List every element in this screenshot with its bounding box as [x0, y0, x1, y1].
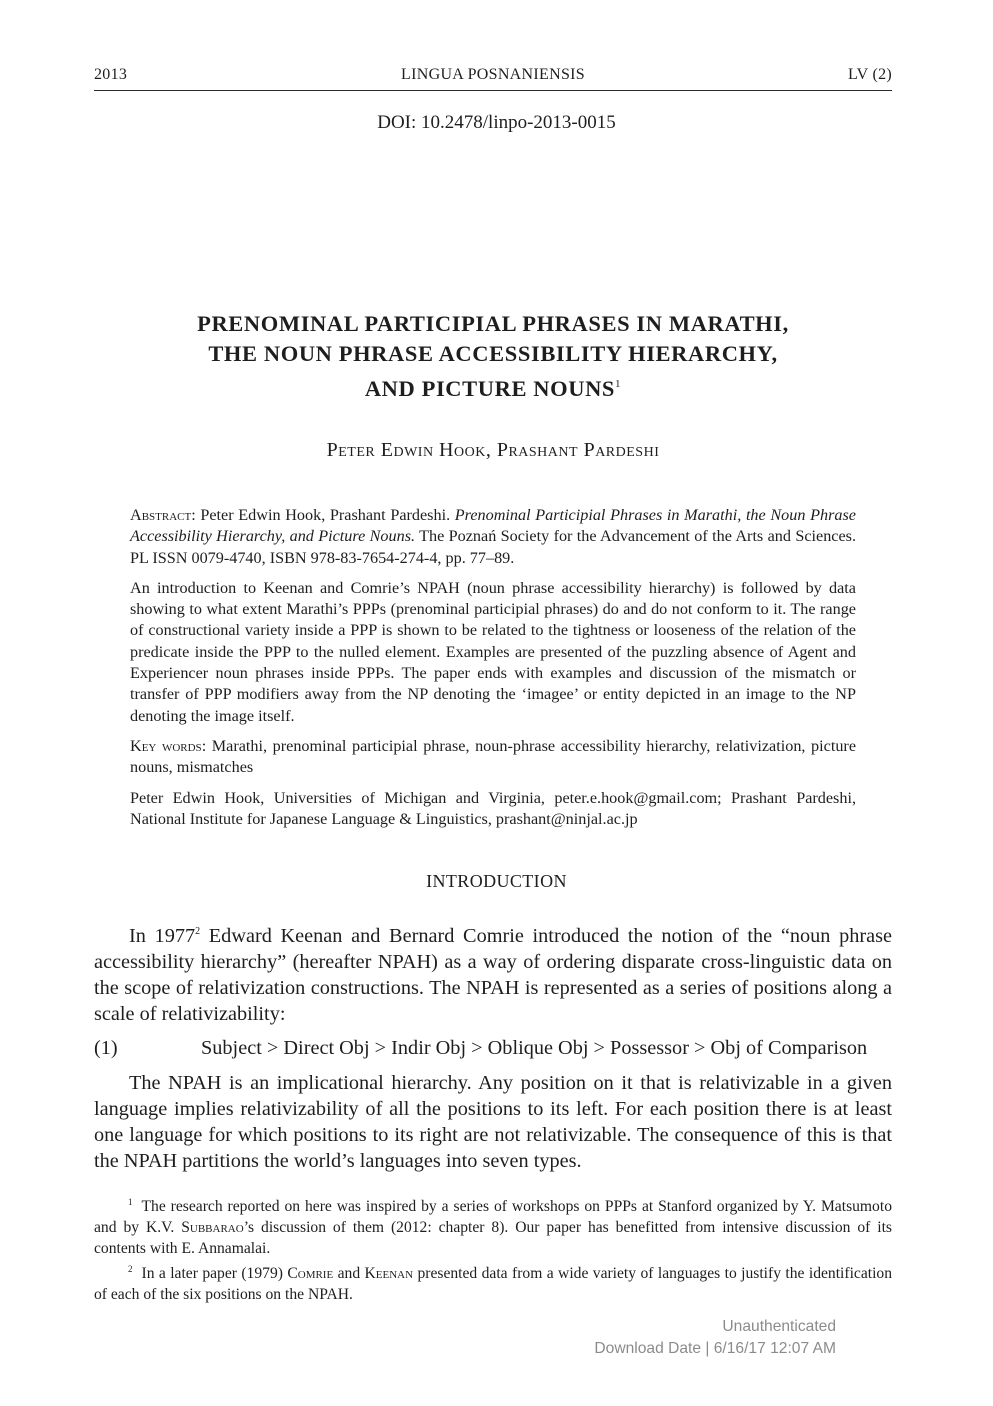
abstract-citation	[130, 505, 856, 569]
doi[interactable]: DOI: 10.2478/linpo-2013-0015	[377, 112, 616, 133]
keywords	[130, 736, 856, 779]
paper-title	[94, 309, 892, 404]
fn1-author: Subbarao	[181, 1219, 244, 1236]
footnote-ref-2[interactable]: 2	[195, 926, 201, 937]
title-line-1: PRENOMINAL PARTICIPIAL PHRASES IN MARATHI,	[197, 311, 789, 336]
example-content: Subject > Direct Obj > Indir Obj > Oblique Obj > Possessor > Obj of Comparison	[201, 1037, 868, 1059]
abstract-label: Abstract	[130, 506, 192, 524]
footnotes	[94, 1192, 892, 1305]
header-journal: LINGUA POSNANIENSIS	[401, 66, 585, 83]
abstract-title: Prenominal Participial Phrases in Marathi, the Noun Phrase Accessibility Hierarchy, and Picture Nouns.	[130, 506, 856, 546]
body-text	[94, 919, 892, 1174]
title-line-3-text: AND PICTURE NOUNS	[364, 376, 616, 401]
title-footnote-mark[interactable]: 1	[615, 378, 622, 390]
footnote-2	[94, 1259, 892, 1305]
stamp-line-1: Unauthenticated	[722, 1318, 836, 1335]
abstract-authors: : Peter Edwin Hook, Prashant Pardeshi.	[191, 506, 455, 524]
stamp-line-2: Download Date | 6/16/17 12:07 AM	[594, 1340, 836, 1357]
fn1-text-a: The research reported on here was inspired by a series of workshops on PPPs at Stanford organized by Y. Matsumoto and by K.V.	[94, 1198, 892, 1236]
section-heading: INTRODUCTION	[426, 871, 567, 891]
footnote-1	[94, 1192, 892, 1259]
p1-start: In 1977	[129, 925, 196, 947]
title-line-2: THE NOUN PHRASE ACCESSIBILITY HIERARCHY,	[208, 341, 778, 366]
abstract-source: The Poznań Society for the Advancement of the Arts and Sciences. PL ISSN 0079-4740, ISBN 978-83-7654-274-4, pp. 77–89.	[130, 527, 856, 567]
fn2-author-2: Keenan	[364, 1265, 414, 1282]
abstract-body: An introduction to Keenan and Comrie’s NPAH (noun phrase accessibility hierarchy) is followed by data showing to what extent Marathi’s PPPs (prenominal participial phrases) do and do not conform to it. The range of constructional variety inside a PPP is shown to be related to the tightness or looseness of the relation of the predicate inside the PPP to the nulled element. Examples are presented of the puzzling absence of Agent and Experiencer noun phrases inside PPPs. The paper ends with examples and discussion of the mismatch or transfer of PPP modifiers away from the NP denoting the ‘imagee’ or entity depicted in an image to the NP denoting the image itself.	[130, 578, 856, 725]
author-affiliations: Peter Edwin Hook, Universities of Michigan and Virginia, peter.e.hook@gmail.com; Prashant Pardeshi, National Institute for Japanese Language & Linguistics, prashant@ninjal.ac.jp	[130, 788, 856, 828]
download-stamp	[560, 1316, 836, 1360]
keywords-label: Key words	[130, 736, 202, 755]
p1-rest: Edward Keenan and Bernard Comrie introduced the notion of the “noun phrase accessibility hierarchy” (hereafter NPAH) as a way of ordering disparate cross-linguistic data on the scope of relativization constructions. The NPAH is represented as a series of positions along a scale of relativizability:	[94, 925, 892, 1025]
header-year: 2013	[94, 66, 128, 83]
abstract	[130, 505, 856, 839]
header-volume: LV (2)	[847, 66, 892, 83]
title-line-3	[94, 369, 892, 404]
example-number: (1)	[94, 1037, 118, 1059]
example-1	[94, 1035, 892, 1061]
footnote-2-mark: 2	[128, 1264, 133, 1274]
fn2-text-a: In a later paper (1979)	[141, 1265, 288, 1282]
keywords-list: : Marathi, prenominal participial phrase, noun-phrase accessibility hierarchy, relativization, picture nouns, mismatches	[130, 736, 856, 777]
fn2-author-1: Comrie	[287, 1265, 334, 1282]
fn2-text-b: presented data from a wide variety of languages to justify the identification of each of the six positions on the NPAH.	[94, 1265, 893, 1303]
paragraph-2: The NPAH is an implicational hierarchy. Any position on it that is relativizable in a given language implies relativizability of all the positions to its left. For each position there is at least one language for which positions to its right are not relativizable. The consequence of this is that the NPAH partitions the world’s languages into seven types.	[94, 1072, 892, 1172]
footnote-1-mark: 1	[128, 1197, 133, 1207]
fn1-text-b: ’s discussion of them (2012: chapter 8). Our paper has benefitted from intensive discussion of its contents with E. Annamalai.	[94, 1219, 892, 1257]
paragraph-1	[94, 919, 892, 1027]
author-names: Peter Edwin Hook, Prashant Pardeshi	[326, 439, 660, 461]
fn2-and: and	[333, 1265, 365, 1282]
running-header	[94, 66, 892, 91]
